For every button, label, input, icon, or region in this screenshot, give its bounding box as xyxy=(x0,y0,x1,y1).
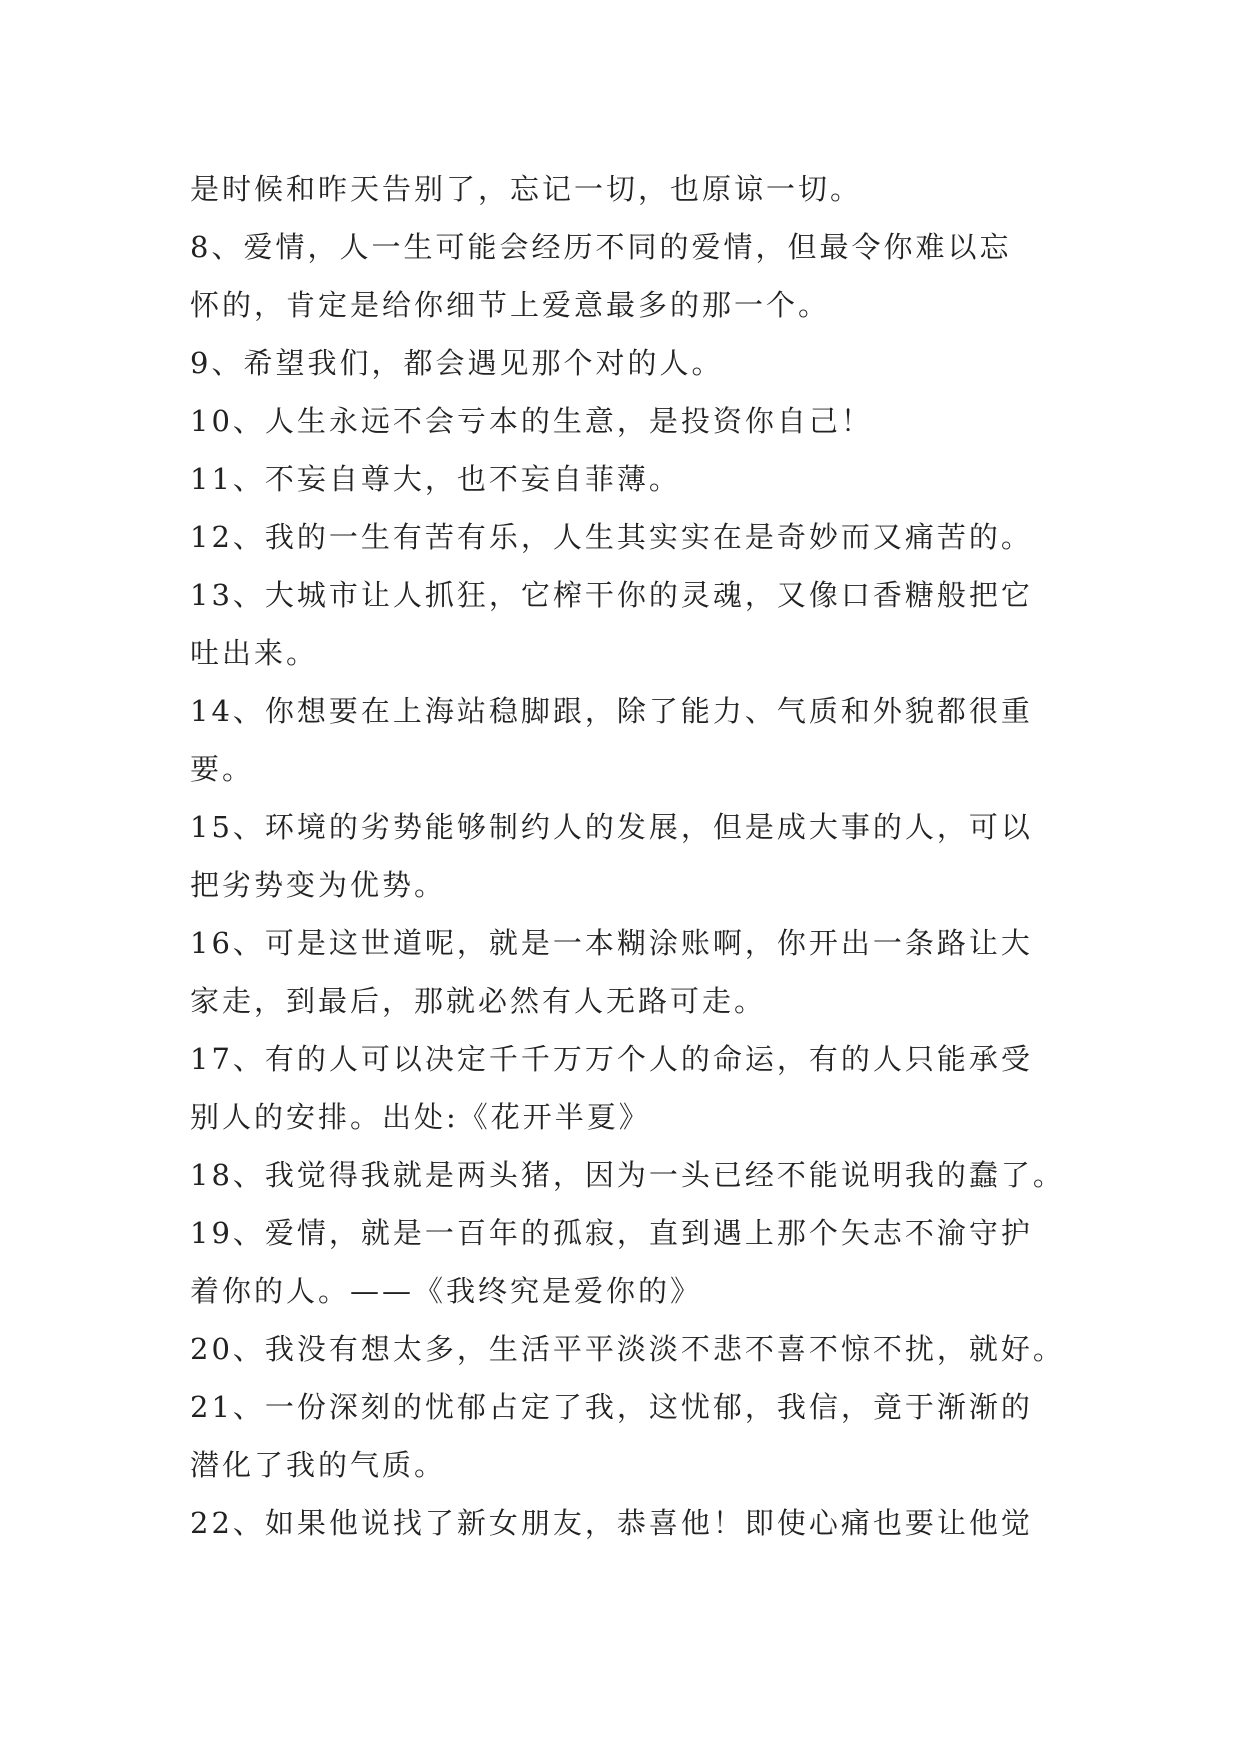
text-line-24: 22、如果他说找了新女朋友，恭喜他！即使心痛也要让他觉 xyxy=(190,1506,1033,1540)
text-line-19: 19、爱情，就是一百年的孤寂，直到遇上那个矢志不渝守护 xyxy=(190,1216,1033,1250)
text-line-5: 10、人生永远不会亏本的生意，是投资你自己！ xyxy=(190,404,873,438)
text-line-12: 15、环境的劣势能够制约人的发展，但是成大事的人，可以 xyxy=(190,810,1033,844)
text-line-3: 怀的，肯定是给你细节上爱意最多的那一个。 xyxy=(190,288,831,322)
text-line-8: 13、大城市让人抓狂，它榨干你的灵魂，又像口香糖般把它 xyxy=(190,578,1033,612)
text-line-4: 9、希望我们，都会遇见那个对的人。 xyxy=(190,346,724,380)
text-line-9: 吐出来。 xyxy=(190,636,319,670)
text-line-18: 18、我觉得我就是两头猪，因为一头已经不能说明我的蠢了。 xyxy=(190,1158,1065,1192)
text-line-21: 20、我没有想太多，生活平平淡淡不悲不喜不惊不扰，就好。 xyxy=(190,1332,1065,1366)
text-line-22: 21、一份深刻的忧郁占定了我，这忧郁，我信，竟于渐渐的 xyxy=(190,1390,1033,1424)
text-line-20: 着你的人。——《我终究是爱你的》 xyxy=(190,1274,703,1308)
text-line-2: 8、爱情，人一生可能会经历不同的爱情，但最令你难以忘 xyxy=(190,230,1012,264)
text-line-11: 要。 xyxy=(190,752,255,786)
text-line-14: 16、可是这世道呢，就是一本糊涂账啊，你开出一条路让大 xyxy=(190,926,1033,960)
text-line-7: 12、我的一生有苦有乐，人生其实实在是奇妙而又痛苦的。 xyxy=(190,520,1033,554)
text-body xyxy=(190,160,1090,1552)
text-line-23: 潜化了我的气质。 xyxy=(190,1448,447,1482)
text-line-1: 是时候和昨天告别了，忘记一切，也原谅一切。 xyxy=(190,172,863,206)
text-line-10: 14、你想要在上海站稳脚跟，除了能力、气质和外貌都很重 xyxy=(190,694,1033,728)
text-line-15: 家走，到最后，那就必然有人无路可走。 xyxy=(190,984,767,1018)
text-line-16: 17、有的人可以决定千千万万个人的命运，有的人只能承受 xyxy=(190,1042,1033,1076)
text-line-17: 别人的安排。出处:《花开半夏》 xyxy=(190,1100,651,1134)
text-line-13: 把劣势变为优势。 xyxy=(190,868,447,902)
text-line-6: 11、不妄自尊大，也不妄自菲薄。 xyxy=(190,462,681,496)
